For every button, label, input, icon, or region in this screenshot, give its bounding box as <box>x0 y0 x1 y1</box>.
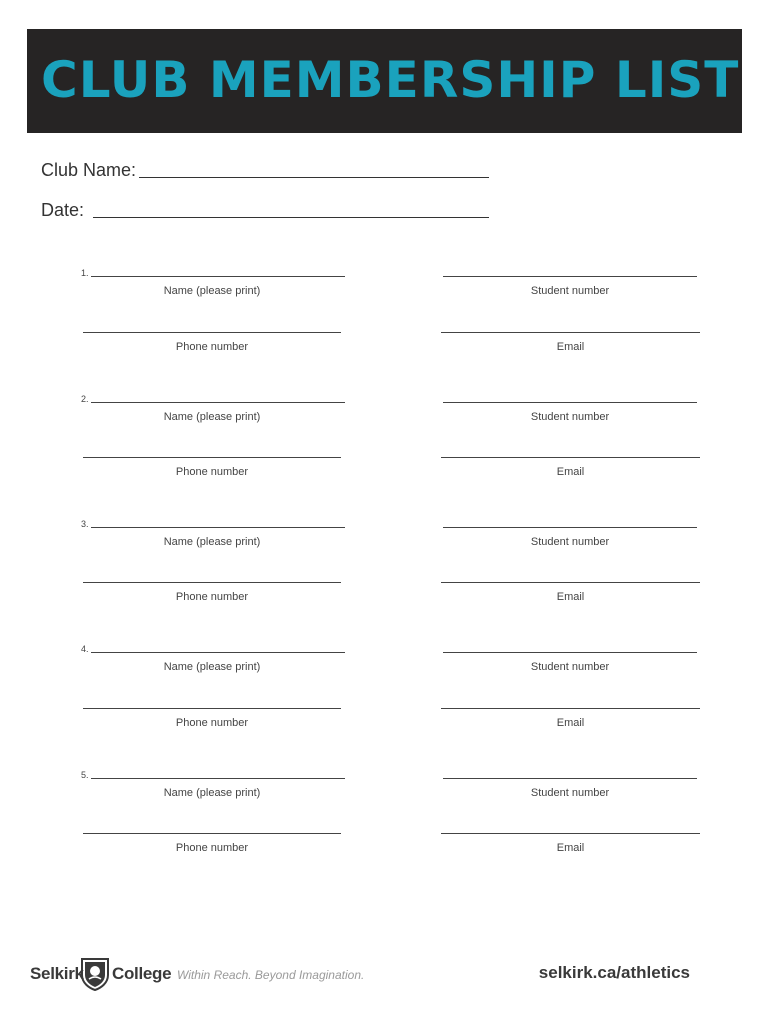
entry-number: 4. <box>81 644 89 654</box>
name-line <box>91 778 345 779</box>
email-caption: Email <box>556 717 585 729</box>
student-number-caption: Student number <box>530 661 610 673</box>
student-number-line <box>443 276 697 277</box>
member-entry-5 <box>0 770 770 888</box>
entry-number: 3. <box>81 519 89 529</box>
website-link[interactable]: selkirk.ca/athletics <box>538 963 690 982</box>
email-caption: Email <box>556 591 585 603</box>
student-number-line <box>443 778 697 779</box>
email-line <box>441 332 700 333</box>
name-caption: Name (please print) <box>163 787 261 799</box>
email-line <box>441 708 700 709</box>
student-number-line <box>443 402 697 403</box>
selkirk-college-logo <box>30 957 170 991</box>
name-line <box>91 276 345 277</box>
phone-line <box>83 833 341 834</box>
name-line <box>91 402 345 403</box>
club-name-line <box>139 177 489 178</box>
club-name-label: Club Name: <box>41 160 137 180</box>
member-entry-2 <box>0 394 770 512</box>
student-number-line <box>443 527 697 528</box>
logo-text-left: Selkirk <box>30 964 84 983</box>
name-line <box>91 652 345 653</box>
email-line <box>441 582 700 583</box>
entry-number: 5. <box>81 770 89 780</box>
phone-caption: Phone number <box>175 466 249 478</box>
title-banner <box>27 29 742 133</box>
club-name-field[interactable] <box>41 160 136 181</box>
student-number-caption: Student number <box>530 411 610 423</box>
email-caption: Email <box>556 341 585 353</box>
name-caption: Name (please print) <box>163 536 261 548</box>
phone-caption: Phone number <box>175 842 249 854</box>
email-caption: Email <box>556 842 585 854</box>
name-line <box>91 527 345 528</box>
tagline: Within Reach. Beyond Imagination. <box>177 968 365 982</box>
member-entry-3 <box>0 519 770 637</box>
selkirk-crest-icon <box>80 957 110 991</box>
phone-caption: Phone number <box>175 717 249 729</box>
email-line <box>441 457 700 458</box>
phone-line <box>83 708 341 709</box>
name-caption: Name (please print) <box>163 411 261 423</box>
student-number-caption: Student number <box>530 536 610 548</box>
phone-line <box>83 582 341 583</box>
phone-caption: Phone number <box>175 591 249 603</box>
date-field[interactable] <box>41 200 84 221</box>
footer <box>0 955 770 995</box>
student-number-caption: Student number <box>530 285 610 297</box>
phone-line <box>83 332 341 333</box>
entry-number: 1. <box>81 268 89 278</box>
logo-text-right: College <box>112 964 172 983</box>
page-title: CLUB MEMBERSHIP LIST <box>41 51 740 109</box>
email-caption: Email <box>556 466 585 478</box>
student-number-line <box>443 652 697 653</box>
student-number-caption: Student number <box>530 787 610 799</box>
date-label: Date: <box>41 200 85 220</box>
member-entry-4 <box>0 644 770 762</box>
phone-caption: Phone number <box>175 341 249 353</box>
member-entry-1 <box>0 268 770 386</box>
entry-number: 2. <box>81 394 89 404</box>
name-caption: Name (please print) <box>163 661 261 673</box>
email-line <box>441 833 700 834</box>
name-caption: Name (please print) <box>163 285 261 297</box>
phone-line <box>83 457 341 458</box>
date-line <box>93 217 489 218</box>
